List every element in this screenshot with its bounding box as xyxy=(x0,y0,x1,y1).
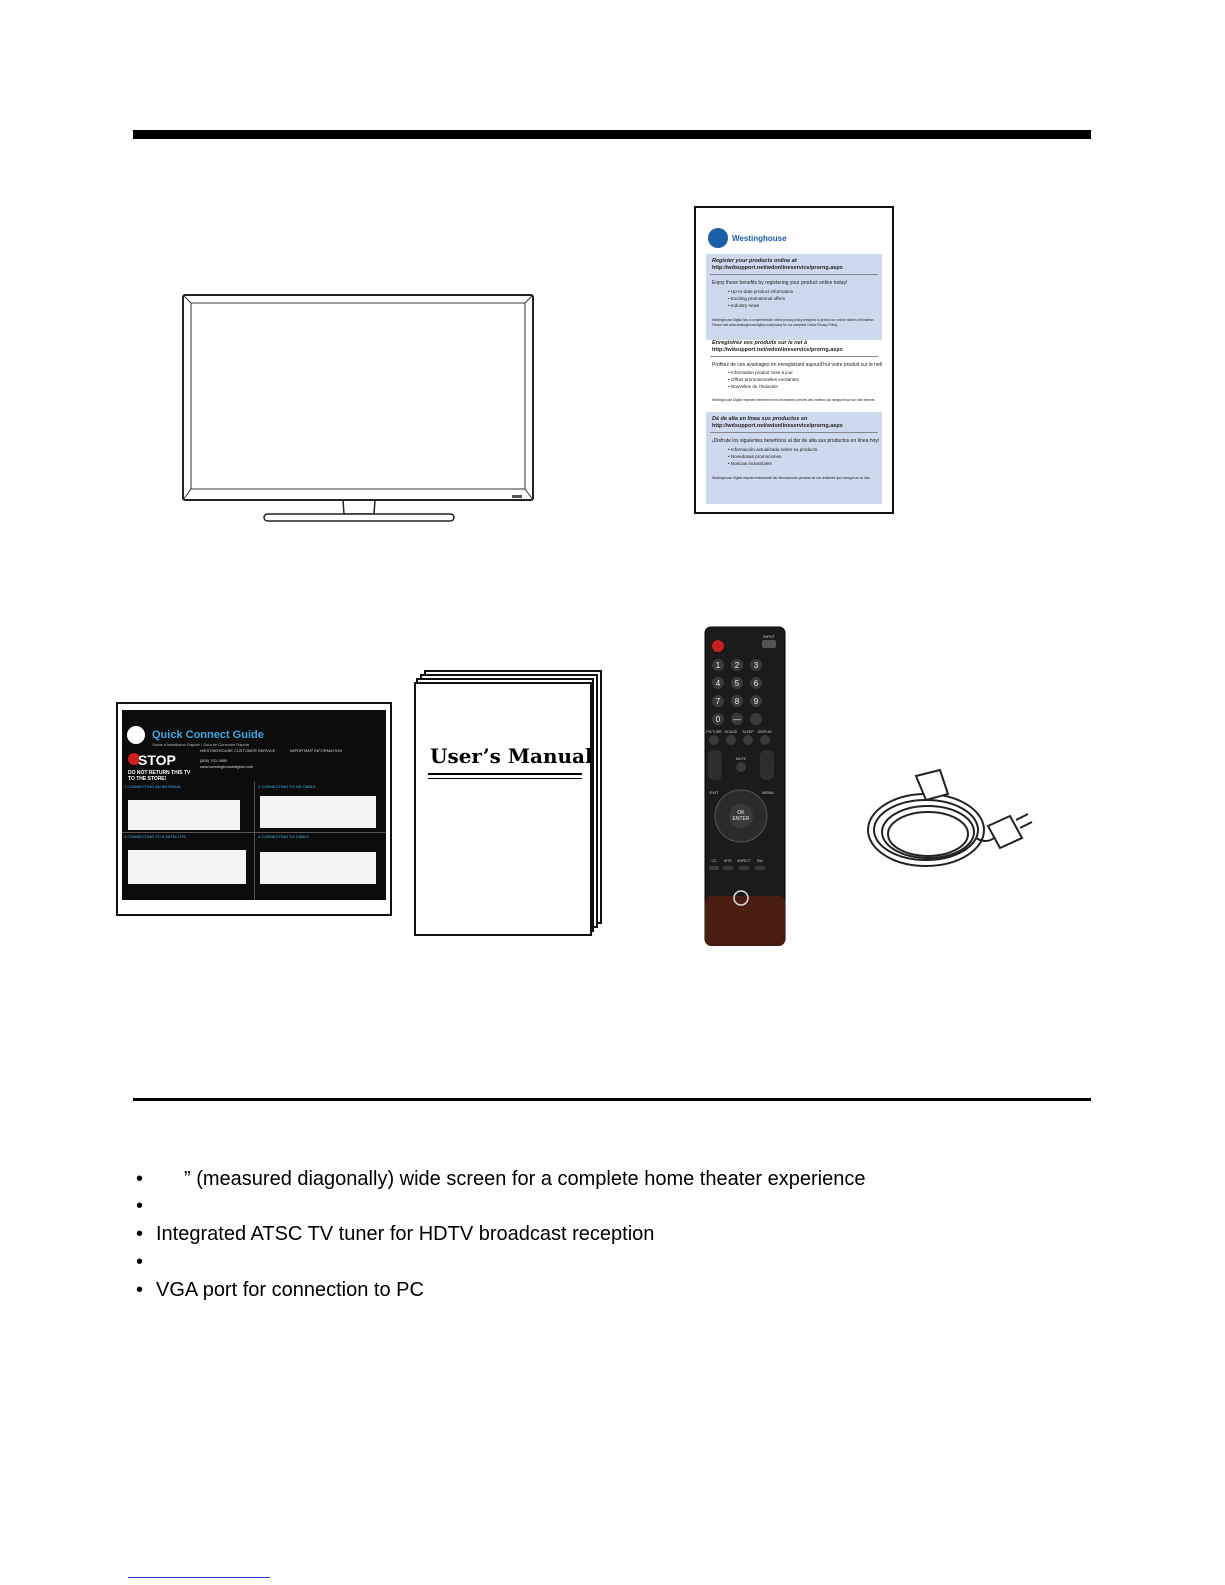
manual-title-rule xyxy=(428,773,582,775)
guide-title: Quick Connect Guide xyxy=(152,729,264,741)
exit-label: EXIT xyxy=(709,790,719,795)
digit-label: 7 xyxy=(715,697,721,706)
fr-item: • Offres promotionnelles excitantes xyxy=(728,377,799,382)
divider xyxy=(710,432,878,433)
fr-url[interactable]: http://wdsupport.net/wdonlineservice/prorng.aspx xyxy=(712,347,843,353)
divider xyxy=(710,274,878,275)
mute-label: MUTE xyxy=(736,757,746,761)
enter-label: ENTER xyxy=(732,816,750,822)
header-rule xyxy=(133,130,1091,139)
feature-item: • xyxy=(136,1251,144,1273)
digit-label: 6 xyxy=(753,679,759,688)
en-privacy: Westinghouse Digital has a comprehensive online privacy policy designed to protect our online visitor's information. xyxy=(712,318,875,322)
digit-label: 4 xyxy=(715,679,721,688)
fr-item: • Information produit mise à jour xyxy=(728,370,793,375)
manual-title-rule xyxy=(428,778,582,779)
fr-item: • Nouvelles de l'industrie xyxy=(728,384,778,389)
mute-button[interactable] xyxy=(736,762,746,772)
mts-button[interactable] xyxy=(723,866,733,870)
step2-heading: 2 CONNECTING TO HD CABLE xyxy=(258,784,316,789)
digit-label: 3 xyxy=(753,661,759,670)
en-item: • Industry news xyxy=(728,303,760,308)
display-button[interactable] xyxy=(760,735,770,745)
step1-panel xyxy=(128,800,240,830)
menu-label: MENU xyxy=(762,790,774,795)
en-url[interactable]: http://wdsupport.net/wdonlineservice/prorng.aspx xyxy=(712,265,843,271)
sleep-label: SLEEP xyxy=(742,730,754,734)
picture-button[interactable] xyxy=(709,735,719,745)
westinghouse-logo-icon xyxy=(127,726,145,744)
quick-connect-guide xyxy=(116,702,392,916)
input-label: INPUT xyxy=(763,634,775,639)
service-heading: WESTINGHOUSE CUSTOMER SERVICE xyxy=(200,748,276,753)
volume-rocker[interactable] xyxy=(708,750,722,780)
step1-heading: 1 CONNECTING AN ANTENNA xyxy=(124,784,181,789)
footer-link-underline[interactable] xyxy=(128,1577,270,1578)
es-heading: Dé de alta en línea sus productos en xyxy=(712,416,808,422)
en-heading: Register your products online at xyxy=(712,258,797,264)
fav-button[interactable] xyxy=(755,866,765,870)
aspect-button[interactable] xyxy=(739,866,749,870)
digit-label: 5 xyxy=(734,679,740,688)
es-item: • Información actualizada sobre su producto xyxy=(728,447,818,452)
step4-panel xyxy=(260,852,376,884)
cc-label: CC xyxy=(711,859,717,863)
picture-label: PICTURE xyxy=(706,730,722,734)
manual-title: User’s Manual xyxy=(430,744,593,768)
step4-heading: 4 CONNECTING TO CABLE xyxy=(258,834,309,839)
sleep-button[interactable] xyxy=(743,735,753,745)
feature-item: • ” (measured diagonally) wide screen for a complete home theater experience xyxy=(136,1168,866,1190)
sound-label: SOUND xyxy=(724,730,738,734)
channel-rocker[interactable] xyxy=(760,750,774,780)
feature-item: • VGA port for connection to PC xyxy=(136,1279,424,1301)
feature-item: • Integrated ATSC TV tuner for HDTV broadcast reception xyxy=(136,1223,655,1245)
fr-intro: Profitez de ces avantages en enregistrant aujourd'hui votre produit sur le net! xyxy=(712,362,883,368)
power-button[interactable] xyxy=(712,640,724,652)
mts-label: MTS xyxy=(724,859,732,863)
fr-privacy: Westinghouse Digital respecte entièrement les informations privées des visiteurs qui naviguent sur son site Internet. xyxy=(712,398,876,402)
service-phone: (800) 701-0680 xyxy=(200,758,228,763)
input-button[interactable] xyxy=(762,640,776,648)
es-intro: ¡Disfrute los siguientes beneficios al dar de alta sus productos en línea hoy! xyxy=(712,438,880,444)
aspect-label: ASPECT xyxy=(736,859,752,863)
power-cord-illustration xyxy=(856,768,1038,884)
es-url[interactable]: http://wdsupport.net/wdonlineservice/prorng.aspx xyxy=(712,423,843,429)
guide-subtitle: Guide d'Installation Rapide | Guía de Conexión Rápida xyxy=(152,742,249,747)
es-item: • Noticias industriales xyxy=(728,461,772,466)
step3-heading: 3 CONNECTING TO A SATELLITE xyxy=(124,834,187,839)
digit-label: — xyxy=(733,715,741,724)
plug-icon xyxy=(988,816,1022,848)
register-heading: IMPORTANT INFORMATION xyxy=(290,748,342,753)
westinghouse-logo-icon xyxy=(708,228,728,248)
brand-name: Westinghouse xyxy=(732,234,787,243)
stop-note: DO NOT RETURN THIS TV TO THE STORE! xyxy=(128,770,191,782)
step3-panel xyxy=(128,850,246,884)
display-label: DISPLAY xyxy=(757,730,773,734)
feature-item: • xyxy=(136,1195,144,1217)
cc-button[interactable] xyxy=(709,866,719,870)
remote-control xyxy=(704,626,786,948)
en-privacy2: Please visit www.westinghousedigital.com/privacy for our complete Online Privacy Policy. xyxy=(712,323,838,327)
digit-button[interactable] xyxy=(750,713,762,725)
sound-button[interactable] xyxy=(726,735,736,745)
fav-label: FAV xyxy=(756,859,764,863)
fr-heading: Enregistrez vos produits sur le net à xyxy=(712,340,808,346)
digit-label: 9 xyxy=(753,697,759,706)
digit-label: 0 xyxy=(715,715,721,724)
stop-label: STOP xyxy=(138,752,176,768)
features-rule xyxy=(133,1098,1091,1101)
es-item: • Novedosas promociones xyxy=(728,454,782,459)
es-privacy: Westinghouse Digital respeta enteramente las informaciones privadas de sus visitantes que navegan en su sitio. xyxy=(712,476,871,480)
service-web: www.westinghousedigital.com xyxy=(200,764,254,769)
digit-label: 1 xyxy=(715,661,721,670)
en-item: • Exciting promotional offers xyxy=(728,296,785,301)
divider xyxy=(710,356,878,357)
ok-label: OK xyxy=(737,810,745,816)
digit-label: 2 xyxy=(734,661,740,670)
step2-panel xyxy=(260,796,376,828)
manual-cover xyxy=(414,682,592,936)
registration-card xyxy=(694,206,894,514)
en-item: • Up-to-date product information xyxy=(728,289,794,294)
tv-illustration xyxy=(178,290,542,524)
en-intro: Enjoy these benefits by registering your product online today! xyxy=(712,280,848,286)
iec-connector-icon xyxy=(916,770,948,800)
digit-label: 8 xyxy=(734,697,740,706)
